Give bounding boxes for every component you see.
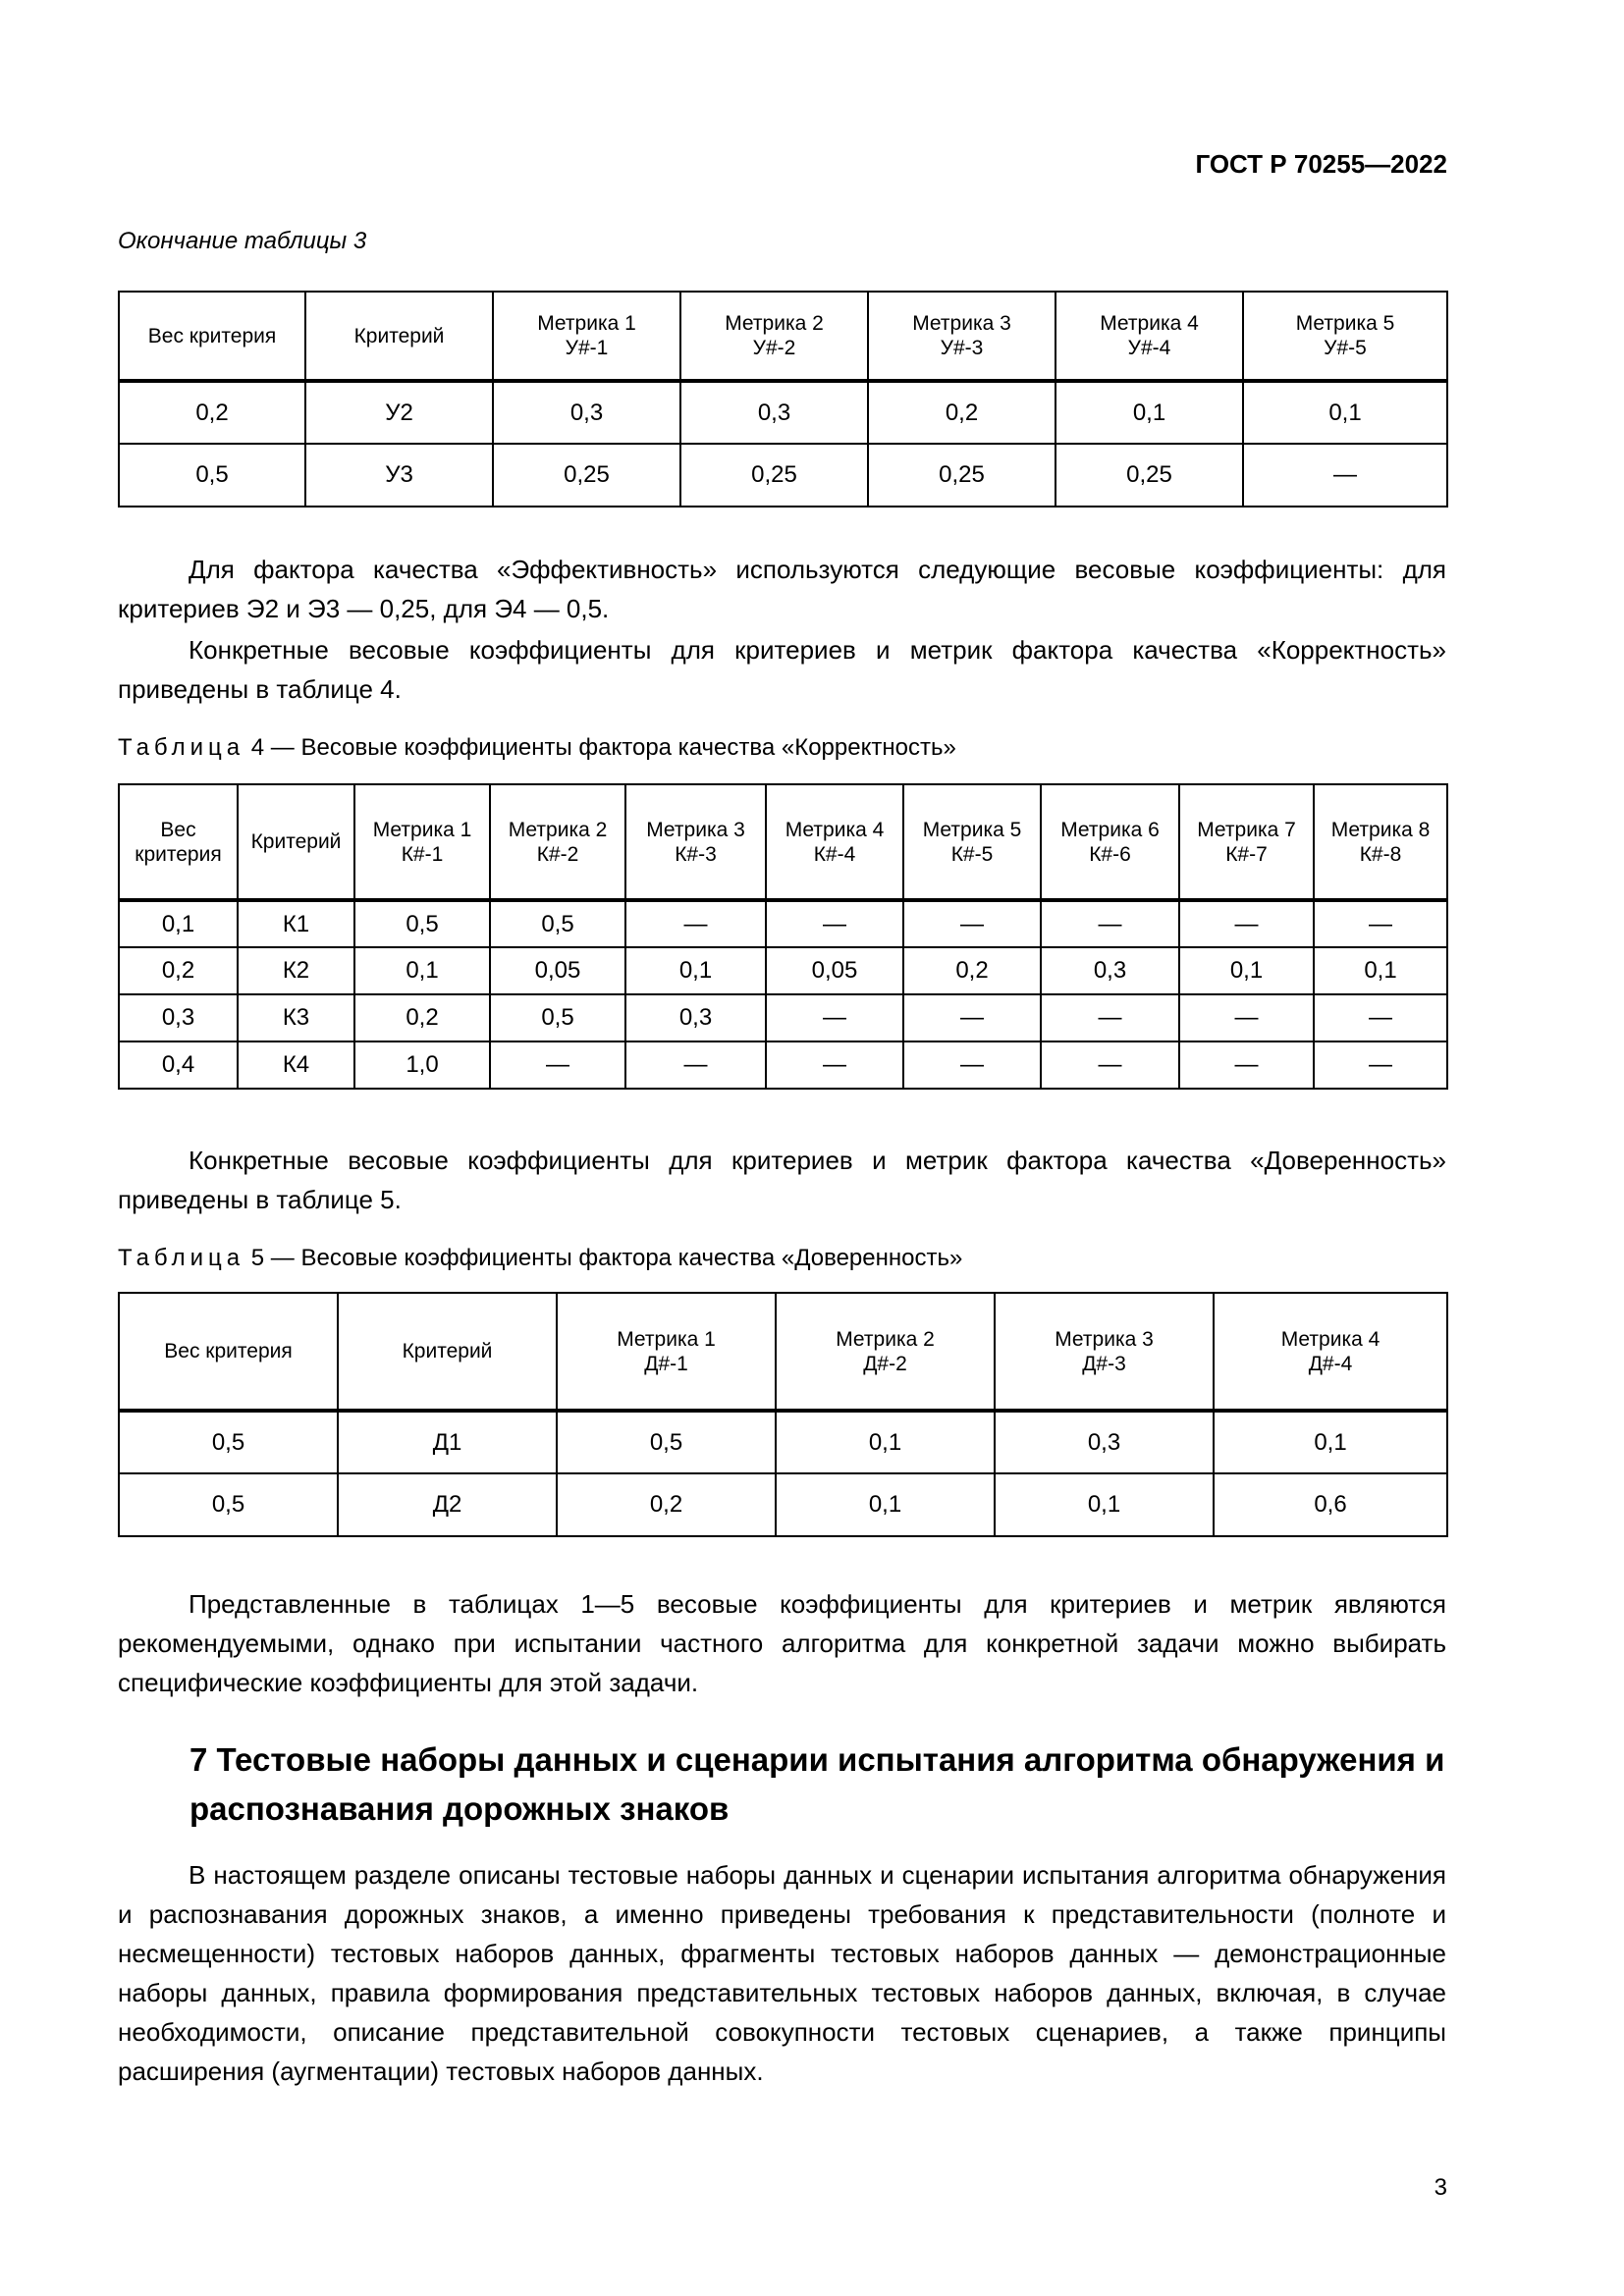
table3-cell: 0,2 [868,381,1056,444]
table4-header-line2: К#-5 [950,842,994,866]
table4-header-line1: Метрика 3 [646,818,745,841]
table4-header-line2: К#-2 [536,842,579,866]
table3-header-line1: Метрика 1 [537,312,636,335]
table3-header-line2: У#-5 [1324,337,1367,359]
table5-header-line1: Метрика 4 [1280,1327,1380,1351]
table4-header-line2: К#-7 [1225,842,1268,866]
table4-row [119,947,1447,994]
table5-header-cell [1214,1293,1447,1411]
table3-row [119,381,1447,444]
table4-header-cell [1179,784,1314,900]
table3-header-cell [305,292,493,381]
table4-header-line1: Метрика 8 [1330,818,1431,841]
table4-header-line2: К#-6 [1089,842,1131,866]
table4-cell: 0,2 [903,947,1041,994]
table4-body [119,900,1447,1089]
table4-cell: — [903,994,1041,1041]
table4-header-line2: К#-1 [401,842,444,866]
paragraph-section7: В настоящем разделе описаны тестовые наборы данных и сценарии испытания алгоритма обнаружения и распознавания дорожных знаков, а именно приведены требования к представительности (полноте и несмещенности) тестовых наборов данных, фрагменты тестовых наборов данных — демонстрационные наборы данных, правила формирования представительных тестовых наборов данных, включая, в случае необходимости, описание представительной совокупности тестовых сценариев, а также принципы расширения (аугментации) тестовых наборов данных. [118,1860,1446,2086]
table4-header-line2: К#-8 [1359,842,1402,866]
table5-body [119,1411,1447,1536]
table5-cell: 0,1 [1214,1411,1447,1473]
table5-cell: 0,2 [557,1473,776,1536]
table4-header-cell [238,784,354,900]
table4-header-cell [119,784,238,900]
table4-cell: — [1314,1041,1447,1089]
table3-cell: 0,5 [119,444,305,507]
table4-cell: — [1179,1041,1314,1089]
table4-cell: 0,5 [354,900,490,947]
table4-header-cell [354,784,490,900]
table4-cell: — [1041,900,1179,947]
table4-cell: 0,2 [354,994,490,1041]
table4-header-line2: К#-3 [675,842,717,866]
table4-row [119,994,1447,1041]
section-number: 7 [189,1741,208,1778]
table3-caption: Окончание таблицы 3 [118,228,367,254]
table4-cell: — [490,1041,625,1089]
table4 [118,783,1448,1090]
table3 [118,291,1448,507]
table3-cell: 0,3 [680,381,868,444]
table5 [118,1292,1448,1537]
table4-cell: 0,3 [119,994,238,1041]
table4-header-line1: Метрика 4 [785,818,885,841]
paragraph-recommended: Представленные в таблицах 1—5 весовые коэффициенты для критериев и метрик являются рекомендуемыми, однако при испытании частного алгоритма для конкретной задачи можно выбирать специфические коэффициенты для этой задачи. [118,1589,1446,1697]
table4-header-cell [1041,784,1179,900]
table4-cell: — [625,1041,766,1089]
table5-caption [118,1245,962,1272]
table5-cell: 0,1 [776,1473,995,1536]
table4-row [119,900,1447,947]
table5-cell: 0,5 [557,1411,776,1473]
section-7-heading [189,1735,1456,1834]
table5-header-line1: Метрика 1 [617,1327,716,1351]
table4-cell: — [903,900,1041,947]
table4-cell: 0,05 [766,947,903,994]
table4-cell: — [625,900,766,947]
table5-header-cell [557,1293,776,1411]
table3-cell: 0,25 [868,444,1056,507]
table3-header-line1: Метрика 5 [1295,312,1395,335]
table3-header-line1: Вес критерия [147,324,277,347]
section-title: Тестовые наборы данных и сценарии испытания алгоритма обнаружения и распознавания дорожных знаков [189,1741,1445,1827]
table3-cell: 0,25 [1056,444,1243,507]
table5-header-line2: Д#-1 [644,1352,688,1375]
table5-cell: Д1 [338,1411,557,1473]
table5-header-line1: Метрика 2 [836,1327,935,1351]
table4-title: 4 — Весовые коэффициенты фактора качества «Корректность» [250,734,956,761]
table3-header-line1: Метрика 2 [725,312,824,335]
table4-cell: 0,1 [354,947,490,994]
table3-header-line2: У#-2 [752,337,796,359]
table5-cell: 0,5 [119,1411,338,1473]
table5-label: Таблица [118,1245,245,1271]
table4-header-cell [625,784,766,900]
table4-cell: 0,2 [119,947,238,994]
table3-header-cell [1243,292,1447,381]
table4-header-line1: Метрика 6 [1060,818,1160,841]
table3-header-cell [119,292,305,381]
table4-cell: — [1314,994,1447,1041]
table5-row [119,1473,1447,1536]
table4-header-line1: Метрика 7 [1197,818,1296,841]
paragraph-trust-intro: Конкретные весовые коэффициенты для критериев и метрик фактора качества «Доверенность» приведены в таблице 5. [118,1146,1446,1214]
table4-header-cell [490,784,625,900]
table4-header-line1: Метрика 1 [372,818,472,841]
table5-header-line2: Д#-3 [1082,1352,1126,1375]
table3-header-cell [1056,292,1243,381]
table4-header-line1: Вес [160,818,196,841]
table3-header-line1: Метрика 4 [1100,312,1199,335]
table4-header-cell [903,784,1041,900]
table5-cell: 0,6 [1214,1473,1447,1536]
table4-cell: 0,4 [119,1041,238,1089]
table4-cell: К1 [238,900,354,947]
table5-header-row [119,1293,1447,1411]
table3-header-line2: У#-3 [940,337,984,359]
table4-cell: — [1041,994,1179,1041]
table5-cell: 0,5 [119,1473,338,1536]
table4-cell: — [1314,900,1447,947]
table4-cell: 1,0 [354,1041,490,1089]
table5-header-line2: Д#-4 [1308,1352,1353,1375]
table4-header-cell [1314,784,1447,900]
table3-header-line1: Критерий [353,324,445,347]
table5-header-line1: Критерий [402,1340,493,1362]
table5-cell: Д2 [338,1473,557,1536]
table4-cell: 0,05 [490,947,625,994]
table3-cell: У3 [305,444,493,507]
table4-cell: — [766,1041,903,1089]
paragraph-correctness-intro: Конкретные весовые коэффициенты для критериев и метрик фактора качества «Корректность» приведены в таблице 4. [118,635,1446,704]
table3-header-cell [493,292,680,381]
table4-cell: К2 [238,947,354,994]
table3-header-line2: У#-1 [565,337,609,359]
table4-header-line2: К#-4 [813,842,856,866]
table4-cell: — [1041,1041,1179,1089]
table5-header-line2: Д#-2 [863,1352,907,1375]
table3-cell: — [1243,444,1447,507]
table3-row [119,444,1447,507]
table5-header-cell [995,1293,1214,1411]
table4-cell: 0,1 [1179,947,1314,994]
table4-header-line2: критерия [135,842,222,866]
table4-cell: 0,1 [1314,947,1447,994]
table4-label: Таблица [118,734,245,761]
table3-cell: 0,1 [1243,381,1447,444]
table3-header-line2: У#-4 [1127,337,1171,359]
table5-header-cell [338,1293,557,1411]
table4-cell: 0,1 [119,900,238,947]
table3-cell: 0,25 [680,444,868,507]
table4-cell: 0,3 [625,994,766,1041]
table4-cell: — [1179,900,1314,947]
table5-cell: 0,1 [776,1411,995,1473]
table4-cell: 0,3 [1041,947,1179,994]
table4-header-row [119,784,1447,900]
table3-cell: 0,1 [1056,381,1243,444]
table4-cell: 0,1 [625,947,766,994]
table5-header-cell [776,1293,995,1411]
page-number: 3 [1434,2174,1447,2201]
table3-cell: 0,3 [493,381,680,444]
table5-title: 5 — Весовые коэффициенты фактора качества «Доверенность» [250,1245,963,1271]
table5-header-line1: Вес критерия [164,1340,293,1362]
table3-header-row [119,292,1447,381]
table4-row [119,1041,1447,1089]
table4-header-cell [766,784,903,900]
table4-cell: — [766,900,903,947]
table3-header-cell [868,292,1056,381]
document-header: ГОСТ Р 70255—2022 [1195,149,1447,179]
paragraph-efficiency: Для фактора качества «Эффективность» используются следующие весовые коэффициенты: для критериев Э2 и Э3 — 0,25, для Э4 — 0,5. [118,555,1446,623]
table4-header-line1: Метрика 2 [508,818,608,841]
table3-body [119,381,1447,507]
table4-cell: 0,5 [490,994,625,1041]
table5-row [119,1411,1447,1473]
table5-header-cell [119,1293,338,1411]
table4-cell: К4 [238,1041,354,1089]
table3-header-line1: Метрика 3 [912,312,1011,335]
table4-cell: — [1179,994,1314,1041]
table5-cell: 0,1 [995,1473,1214,1536]
table3-header-cell [680,292,868,381]
table4-header-line1: Критерий [250,830,342,853]
table4-cell: — [766,994,903,1041]
table5-cell: 0,3 [995,1411,1214,1473]
table5-header-line1: Метрика 3 [1055,1327,1154,1351]
table4-caption [118,734,956,762]
table3-cell: У2 [305,381,493,444]
table4-header-line1: Метрика 5 [922,818,1022,841]
table4-cell: К3 [238,994,354,1041]
table4-cell: — [903,1041,1041,1089]
table3-cell: 0,2 [119,381,305,444]
table4-cell: 0,5 [490,900,625,947]
table3-cell: 0,25 [493,444,680,507]
